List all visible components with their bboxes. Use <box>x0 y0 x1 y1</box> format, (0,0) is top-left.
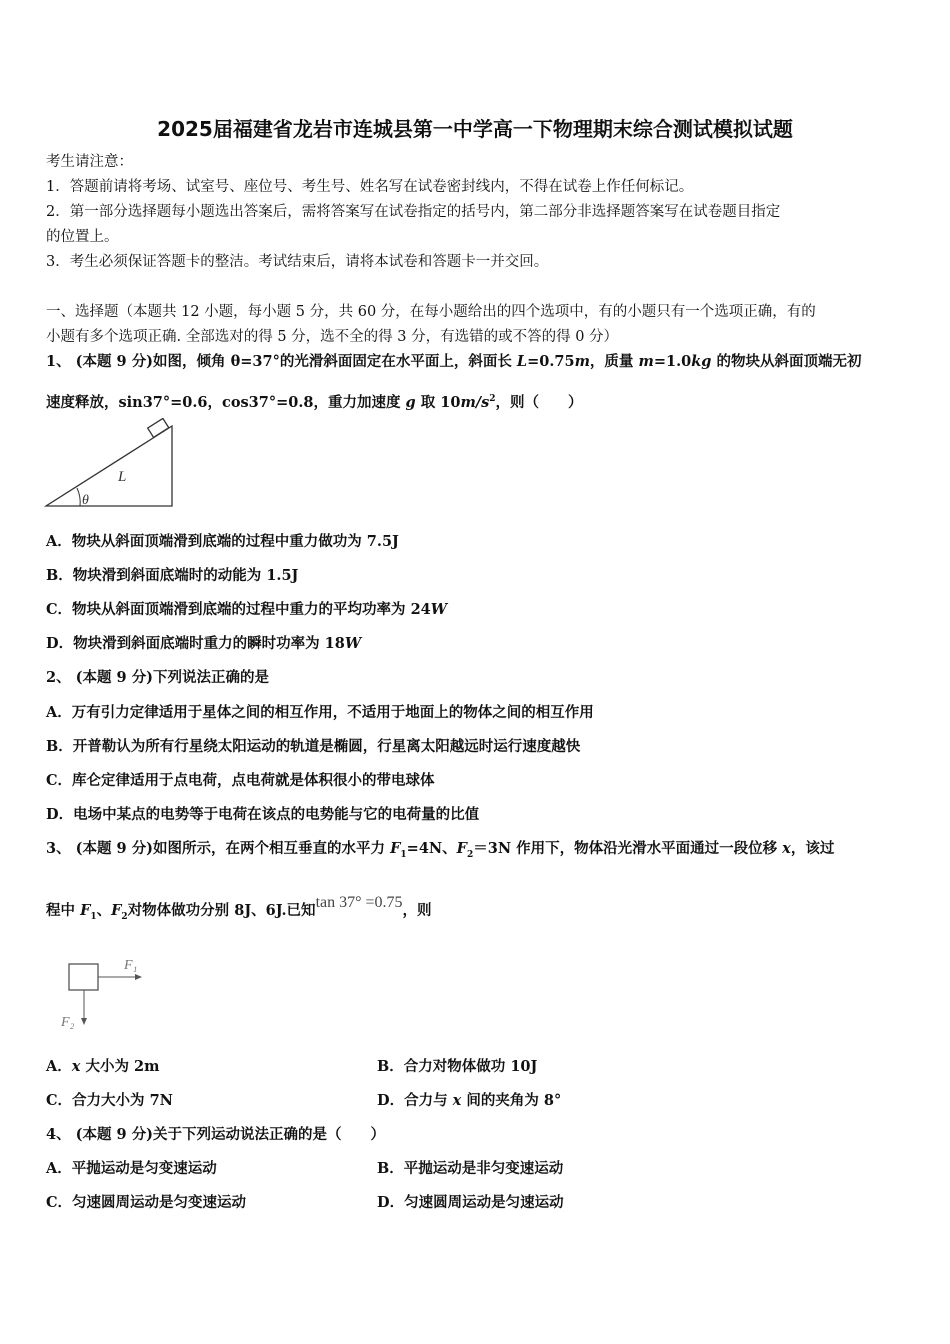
q3-option-a[interactable]: A．x 大小为 2m <box>46 1058 160 1075</box>
q3-stem-line-2: 程中 $F_1$、$F_2$对物体做功分别 8J、6J.已知tan 37° =0.75，则 <box>46 894 432 922</box>
q2-number: 2、 <box>46 669 71 686</box>
angle-arc <box>77 488 80 506</box>
incline-length-label: L <box>118 469 127 485</box>
incline-angle-label: θ <box>82 493 89 508</box>
q2-option-b[interactable]: B．开普勒认为所有行星绕太阳运动的轨道是椭圆，行星离太阳越远时运行速度越快 <box>46 738 581 755</box>
incline-triangle <box>46 426 172 506</box>
block-shape <box>148 418 169 437</box>
q3-number: 3、 <box>46 840 71 857</box>
q3-option-d[interactable]: D．合力与 x 间的夹角为 8° <box>377 1092 562 1109</box>
q4-option-a[interactable]: A．平抛运动是匀变速运动 <box>46 1160 217 1177</box>
q4-stem: 4、 (本题 9 分)关于下列运动说法正确的是（ ） <box>46 1126 386 1143</box>
q1-option-b[interactable]: B．物块滑到斜面底端时的动能为 1.5J <box>46 567 299 584</box>
notice-item-1: 1．答题前请将考场、试室号、座位号、考生号、姓名写在试卷密封线内，不得在试卷上作任何标记。 <box>46 179 694 195</box>
object-box <box>69 964 98 990</box>
force-f1-label: F₁ <box>124 958 138 973</box>
notice-heading: 考生请注意： <box>46 154 133 170</box>
force-f2-label: F₂ <box>61 1015 75 1030</box>
q4-number: 4、 <box>46 1126 71 1143</box>
q4-option-d[interactable]: D．匀速圆周运动是匀速运动 <box>377 1194 564 1211</box>
q1-stem-line-2: 速度释放，sin37°=0.6，cos37°=0.8，重力加速度 g 取 $10m/s^2$，则（ ） <box>46 393 583 411</box>
q4-option-b[interactable]: B．平抛运动是非匀变速运动 <box>377 1160 564 1177</box>
notice-item-2-cont: 的位置上。 <box>46 229 119 245</box>
q3-stem-line-1: 3、 (本题 9 分)如图所示，在两个相互垂直的水平力 $F_1=4N$、$F_2=3N$ 作用下，物体沿光滑水平面通过一段位移 x，该过 <box>46 840 835 860</box>
section-heading-line-1: 一、选择题（本题共 12 小题，每小题 5 分，共 60 分，在每小题给出的四个选项中，有的小题只有一个选项正确，有的 <box>46 304 816 320</box>
q3-option-b[interactable]: B．合力对物体做功 10J <box>377 1058 538 1075</box>
q2-option-d[interactable]: D．电场中某点的电势等于电荷在该点的电势能与它的电荷量的比值 <box>46 806 480 823</box>
forces-figure <box>58 952 158 1032</box>
q3-option-c[interactable]: C．合力大小为 7N <box>46 1092 173 1109</box>
section-heading-line-2: 小题有多个选项正确. 全部选对的得 5 分，选不全的得 3 分，有选错的或不答的得 0 分） <box>46 329 619 345</box>
force-f2-arrowhead <box>81 1018 87 1025</box>
page-title: 2025届福建省龙岩市连城县第一中学高一下物理期末综合测试模拟试题 <box>157 117 793 141</box>
q2-option-a[interactable]: A．万有引力定律适用于星体之间的相互作用，不适用于地面上的物体之间的相互作用 <box>46 704 594 721</box>
notice-item-3: 3．考生必须保证答题卡的整洁。考试结束后，请将本试卷和答题卡一并交回。 <box>46 254 549 270</box>
q4-option-c[interactable]: C．匀速圆周运动是匀变速运动 <box>46 1194 247 1211</box>
q1-option-a[interactable]: A．物块从斜面顶端滑到底端的过程中重力做功为 7.5J <box>46 533 399 550</box>
q1-number: 1、 <box>46 353 71 370</box>
q2-option-c[interactable]: C．库仑定律适用于点电荷，点电荷就是体积很小的带电球体 <box>46 772 435 789</box>
q2-stem: 2、 (本题 9 分)下列说法正确的是 <box>46 669 270 686</box>
q1-option-c[interactable]: C．物块从斜面顶端滑到底端的过程中重力的平均功率为 24W <box>46 601 448 618</box>
tan-formula: tan 37° =0.75 <box>315 894 403 911</box>
q1-option-d[interactable]: D．物块滑到斜面底端时重力的瞬时功率为 18W <box>46 635 362 652</box>
notice-item-2: 2．第一部分选择题每小题选出答案后，需将答案写在试卷指定的括号内，第二部分非选择题答案写在试卷题目指定 <box>46 204 781 220</box>
incline-figure <box>44 418 179 510</box>
force-f1-arrowhead <box>135 974 142 980</box>
q1-stem-line-1: 1、 (本题 9 分)如图，倾角 θ=37°的光滑斜面固定在水平面上，斜面长 L=0.75m，质量 m=1.0kg 的物块从斜面顶端无初 <box>46 353 862 370</box>
